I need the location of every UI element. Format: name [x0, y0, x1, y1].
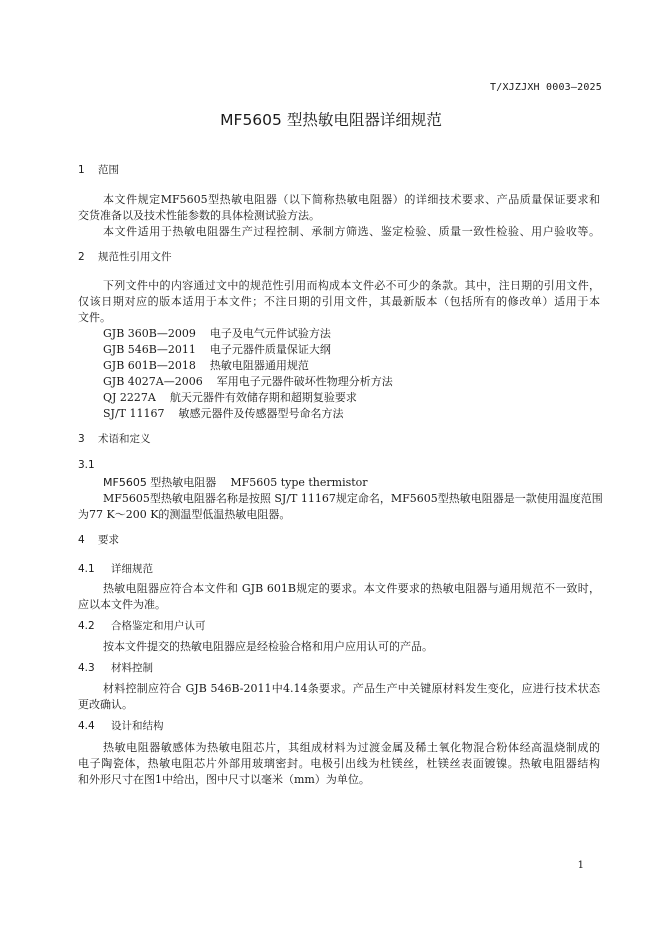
subsection-4-2-heading	[78, 618, 206, 633]
reference-name: 热敏电阻器通用规范	[209, 359, 309, 372]
subsection-4-4-heading	[78, 718, 164, 733]
reference-code: GJB 360B—2009	[103, 327, 196, 340]
reference-code: SJ/T 11167	[103, 407, 165, 420]
subsection-title: 设计和结构	[111, 720, 164, 732]
paragraph-line: 本文件适用于热敏电阻器生产过程控制、承制方筛选、鉴定检验、质量一致性检验、用户验收等。	[103, 225, 600, 238]
subsection-number: 3.1	[78, 459, 95, 471]
reference-code: GJB 4027A—2006	[103, 375, 203, 388]
paragraph-line: 应以本文件为准。	[78, 598, 166, 611]
subsection-number: 4.2	[78, 620, 95, 632]
section-4-heading	[78, 532, 119, 547]
paragraph-line: 交货准备以及技术性能参数的具体检测试验方法。	[78, 209, 320, 222]
subsection-4-1-heading	[78, 561, 153, 576]
paragraph-line: MF5605型热敏电阻器名称是按照 SJ/T 11167规定命名，MF5605型热敏电阻器是一款使用温度范围	[103, 492, 603, 505]
section-number: 3	[78, 433, 85, 445]
paragraph-line: 本文件规定MF5605型热敏电阻器（以下简称热敏电阻器）的详细技术要求、产品质量保证要求和	[103, 193, 600, 206]
reference-item	[103, 405, 343, 421]
paragraph-line: 文件。	[78, 311, 111, 324]
term-chinese: MF5605 型热敏电阻器	[103, 476, 217, 489]
paragraph-line: 下列文件中的内容通过文中的规范性引用而构成本文件必不可少的条款。其中，注日期的引用文件，	[103, 279, 600, 292]
section-3-heading	[78, 431, 151, 446]
reference-code: GJB 601B—2018	[103, 359, 196, 372]
reference-item	[103, 325, 331, 341]
section-title: 要求	[98, 534, 119, 546]
subsection-number: 4.1	[78, 563, 95, 575]
reference-item	[103, 389, 357, 405]
paragraph-line: 更改确认。	[78, 698, 133, 711]
reference-name: 电子及电气元件试验方法	[209, 327, 331, 340]
paragraph-line: 电子陶瓷体，热敏电阻芯片外部用玻璃密封。电极引出线为杜镁丝，杜镁丝表面镀镍。热敏电阻器结构	[78, 757, 600, 770]
section-number: 1	[78, 164, 85, 176]
paragraph-line: 为77 K～200 K的测温型低温热敏电阻器。	[78, 508, 291, 521]
paragraph-line: 热敏电阻器敏感体为热敏电阻芯片，其组成材料为过渡金属及稀土氧化物混合粉体经高温烧制成的	[103, 741, 600, 754]
paragraph-line: 材料控制应符合 GJB 546B-2011中4.14条要求。产品生产中关键原材料发生变化，应进行技术状态	[103, 682, 600, 695]
subsection-title: 材料控制	[111, 662, 153, 674]
subsection-number: 4.4	[78, 720, 95, 732]
reference-code: GJB 546B—2011	[103, 343, 196, 356]
paragraph-line: 热敏电阻器应符合本文件和 GJB 601B规定的要求。本文件要求的热敏电阻器与通用规范不一致时，	[103, 582, 600, 595]
section-number: 2	[78, 251, 85, 263]
section-1-heading	[78, 162, 119, 177]
document-title: MF5605 型热敏电阻器详细规范	[220, 111, 442, 129]
paragraph-line: 仅该日期对应的版本适用于本文件；不注日期的引用文件，其最新版本（包括所有的修改单）适用于本	[78, 295, 600, 308]
reference-item	[103, 373, 393, 389]
reference-item	[103, 357, 309, 373]
section-title: 术语和定义	[98, 433, 151, 445]
term-english: MF5605 type thermistor	[230, 476, 368, 489]
reference-code: QJ 2227A	[103, 391, 156, 404]
page-number: 1	[577, 860, 584, 871]
section-title: 规范性引用文件	[98, 251, 172, 263]
subsection-title: 合格鉴定和用户认可	[111, 620, 206, 632]
section-number: 4	[78, 534, 85, 546]
subsection-title: 详细规范	[111, 563, 153, 575]
subsection-number: 4.3	[78, 662, 95, 674]
section-title: 范围	[98, 164, 119, 176]
subsection-4-3-heading	[78, 660, 153, 675]
term-entry	[103, 474, 368, 490]
paragraph-line: 和外形尺寸在图1中给出，图中尺寸以毫米（mm）为单位。	[78, 773, 370, 786]
reference-name: 敏感元器件及传感器型号命名方法	[178, 407, 344, 420]
reference-name: 航天元器件有效储存期和超期复验要求	[169, 391, 357, 404]
reference-name: 电子元器件质量保证大纲	[209, 343, 331, 356]
section-2-heading	[78, 249, 172, 264]
standard-code: T/XJZJXH 0003—2025	[490, 82, 602, 93]
reference-name: 军用电子元器件破坏性物理分析方法	[216, 375, 393, 388]
paragraph-line: 按本文件提交的热敏电阻器应是经检验合格和用户应用认可的产品。	[103, 640, 433, 653]
reference-item	[103, 341, 331, 357]
